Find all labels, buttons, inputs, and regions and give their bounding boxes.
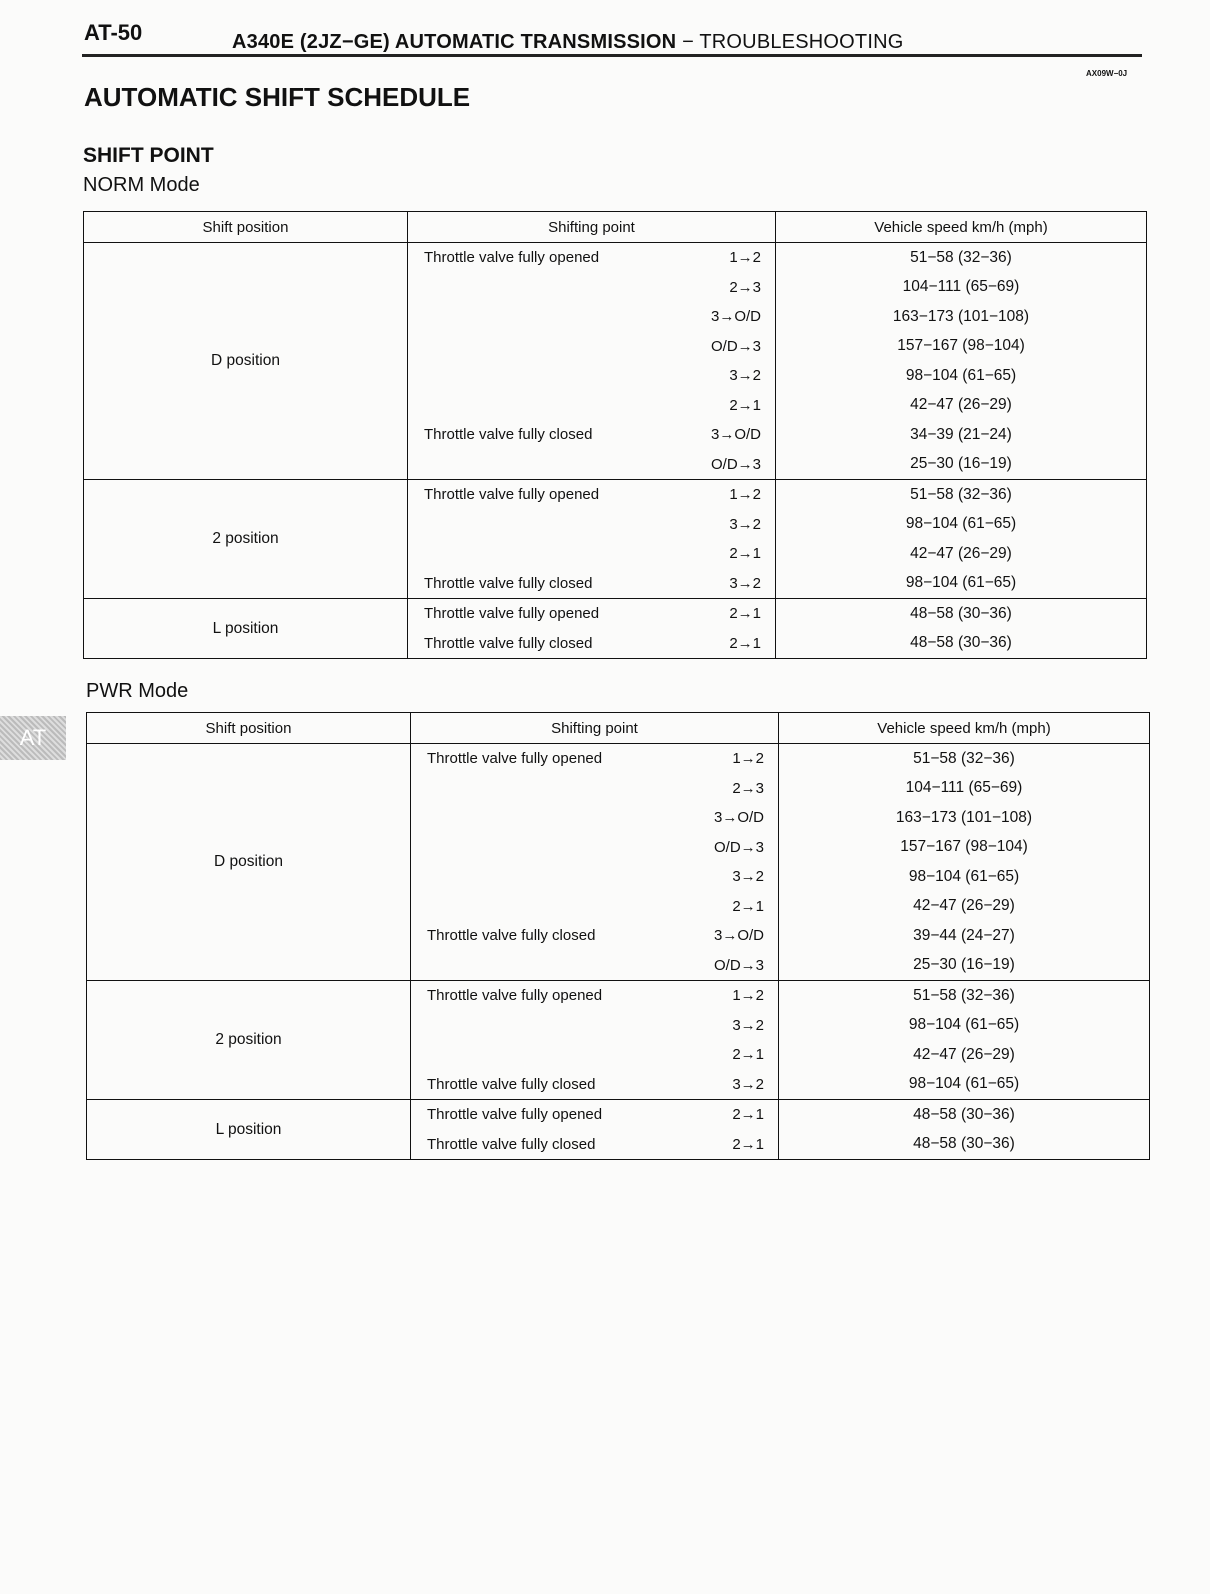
page-title: AUTOMATIC SHIFT SCHEDULE [84, 82, 471, 112]
shifting-point [411, 1106, 778, 1123]
shifting-point [408, 308, 775, 325]
throttle-condition: Throttle valve fully closed [424, 574, 593, 592]
vehicle-speed-cell: 51−58 (32−36) [779, 981, 1150, 1011]
throttle-condition: Throttle valve fully closed [424, 634, 593, 652]
column-header: Vehicle speed km/h (mph) [779, 713, 1150, 744]
shifting-point [411, 1076, 778, 1093]
shifting-point [408, 635, 775, 652]
shifting-point [411, 839, 778, 856]
vehicle-speed-cell: 163−173 (101−108) [776, 302, 1147, 332]
shifting-point [408, 456, 775, 473]
shifting-point-cell [411, 981, 779, 1011]
shifting-point [408, 605, 775, 622]
shifting-point [411, 927, 778, 944]
vehicle-speed-cell: 51−58 (32−36) [776, 480, 1147, 510]
shift-gear: 3→2 [732, 1075, 764, 1093]
shifting-point [408, 249, 775, 266]
shifting-point-cell [408, 332, 776, 362]
shifting-point-cell [408, 391, 776, 421]
shift-gear: O/D→3 [710, 337, 761, 355]
table-row [87, 1100, 1150, 1130]
shifting-point [408, 516, 775, 533]
shifting-point-cell [411, 803, 779, 833]
column-header: Vehicle speed km/h (mph) [776, 212, 1147, 243]
throttle-condition: Throttle valve fully closed [427, 1135, 596, 1153]
shifting-point-cell [411, 921, 779, 951]
norm-shift-table [83, 211, 1147, 659]
header-row [87, 713, 1150, 744]
shifting-point [408, 545, 775, 562]
shift-gear: 1→2 [729, 486, 761, 504]
throttle-condition: Throttle valve fully opened [427, 987, 603, 1005]
vehicle-speed-cell: 98−104 (61−65) [779, 1011, 1150, 1041]
shifting-point-cell [408, 569, 776, 599]
vehicle-speed-cell: 34−39 (21−24) [776, 420, 1147, 450]
shift-gear: 3→O/D [710, 308, 761, 326]
shift-gear: 3→2 [729, 367, 761, 385]
shift-gear: 2→1 [729, 634, 761, 652]
throttle-condition: Throttle valve fully closed [427, 1075, 596, 1093]
shifting-point-cell [408, 361, 776, 391]
vehicle-speed-cell: 48−58 (30−36) [779, 1100, 1150, 1130]
shift-gear: 2→1 [732, 1135, 764, 1153]
shift-gear: O/D→3 [713, 838, 764, 856]
shift-gear: 3→O/D [713, 927, 764, 945]
section-subtitle: SHIFT POINT [83, 144, 214, 167]
vehicle-speed-cell: 157−167 (98−104) [776, 332, 1147, 362]
shift-gear: 3→O/D [713, 809, 764, 827]
shift-position-cell: D position [87, 744, 411, 981]
shift-gear: 3→2 [732, 1016, 764, 1034]
vehicle-speed-cell: 48−58 (30−36) [776, 629, 1147, 659]
shift-gear: 3→2 [732, 868, 764, 886]
vehicle-speed-cell: 98−104 (61−65) [779, 862, 1150, 892]
vehicle-speed-cell: 98−104 (61−65) [779, 1070, 1150, 1100]
vehicle-speed-cell: 25−30 (16−19) [779, 951, 1150, 981]
vehicle-speed-cell: 42−47 (26−29) [776, 539, 1147, 569]
throttle-condition: Throttle valve fully opened [427, 1106, 603, 1124]
pwr-shift-table [86, 712, 1150, 1160]
shifting-point-cell [411, 1100, 779, 1130]
shift-gear: O/D→3 [710, 455, 761, 473]
table-row [87, 981, 1150, 1011]
mode-label-pwr: PWR Mode [86, 680, 189, 702]
page-number: AT-50 [84, 20, 143, 45]
vehicle-speed-cell: 42−47 (26−29) [779, 892, 1150, 922]
shifting-point [411, 957, 778, 974]
shifting-point [411, 780, 778, 797]
shift-gear: 3→2 [729, 515, 761, 533]
shifting-point [408, 279, 775, 296]
shifting-point-cell [408, 243, 776, 273]
throttle-condition: Throttle valve fully closed [424, 426, 593, 444]
vehicle-speed-cell: 48−58 (30−36) [776, 599, 1147, 629]
shifting-point [411, 1017, 778, 1034]
vehicle-speed-cell: 98−104 (61−65) [776, 569, 1147, 599]
shifting-point [411, 898, 778, 915]
table-row [84, 480, 1147, 510]
side-tab-at: AT [0, 716, 66, 760]
shifting-point [408, 426, 775, 443]
shift-gear: 3→O/D [710, 426, 761, 444]
shifting-point [408, 486, 775, 503]
shifting-point-cell [411, 1070, 779, 1100]
header-row [84, 212, 1147, 243]
shift-position-cell: 2 position [84, 480, 408, 599]
vehicle-speed-cell: 51−58 (32−36) [779, 744, 1150, 774]
shift-gear: 2→1 [732, 1106, 764, 1124]
shifting-point-cell [411, 774, 779, 804]
shift-gear: 2→1 [729, 545, 761, 563]
shifting-point-cell [411, 1130, 779, 1160]
vehicle-speed-cell: 98−104 (61−65) [776, 510, 1147, 540]
shifting-point [411, 1136, 778, 1153]
shift-gear: 2→3 [732, 779, 764, 797]
shifting-point [408, 367, 775, 384]
shifting-point-cell [408, 599, 776, 629]
shifting-point-cell [408, 629, 776, 659]
column-header: Shift position [84, 212, 408, 243]
shift-gear: 2→1 [732, 1046, 764, 1064]
running-head-main: A340E (2JZ−GE) AUTOMATIC TRANSMISSION [232, 31, 677, 53]
shifting-point [408, 397, 775, 414]
column-header: Shifting point [411, 713, 779, 744]
shifting-point-cell [411, 1040, 779, 1070]
shift-gear: 2→1 [729, 396, 761, 414]
table-row [84, 243, 1147, 273]
shift-position-cell: L position [87, 1100, 411, 1160]
shifting-point-cell [411, 1011, 779, 1041]
shift-gear: O/D→3 [713, 956, 764, 974]
shifting-point [411, 987, 778, 1004]
shift-gear: 2→3 [729, 278, 761, 296]
shift-gear: 1→2 [729, 249, 761, 267]
column-header: Shifting point [408, 212, 776, 243]
shift-position-cell: D position [84, 243, 408, 480]
shifting-point [411, 868, 778, 885]
shift-gear: 3→2 [729, 574, 761, 592]
vehicle-speed-cell: 48−58 (30−36) [779, 1130, 1150, 1160]
shift-position-cell: L position [84, 599, 408, 659]
throttle-condition: Throttle valve fully closed [427, 927, 596, 945]
shifting-point-cell [411, 892, 779, 922]
vehicle-speed-cell: 42−47 (26−29) [779, 1040, 1150, 1070]
vehicle-speed-cell: 39−44 (24−27) [779, 921, 1150, 951]
shifting-point [408, 575, 775, 592]
vehicle-speed-cell: 157−167 (98−104) [779, 833, 1150, 863]
header-rule [82, 54, 1142, 57]
running-head-section: − TROUBLESHOOTING [676, 31, 904, 53]
vehicle-speed-cell: 98−104 (61−65) [776, 361, 1147, 391]
vehicle-speed-cell: 25−30 (16−19) [776, 450, 1147, 480]
throttle-condition: Throttle valve fully opened [424, 486, 600, 504]
shift-gear: 2→1 [729, 605, 761, 623]
vehicle-speed-cell: 104−111 (65−69) [779, 774, 1150, 804]
shifting-point-cell [408, 510, 776, 540]
shifting-point [411, 809, 778, 826]
shifting-point-cell [411, 833, 779, 863]
shifting-point-cell [408, 302, 776, 332]
shifting-point-cell [411, 744, 779, 774]
shifting-point-cell [408, 273, 776, 303]
mode-label-norm: NORM Mode [83, 174, 200, 196]
throttle-condition: Throttle valve fully opened [424, 605, 600, 623]
shifting-point [411, 1046, 778, 1063]
vehicle-speed-cell: 163−173 (101−108) [779, 803, 1150, 833]
shifting-point-cell [411, 862, 779, 892]
running-head [232, 31, 904, 54]
shift-gear: 1→2 [732, 987, 764, 1005]
vehicle-speed-cell: 104−111 (65−69) [776, 273, 1147, 303]
column-header: Shift position [87, 713, 411, 744]
vehicle-speed-cell: 51−58 (32−36) [776, 243, 1147, 273]
shifting-point-cell [408, 450, 776, 480]
doc-code: AX09W−0J [1086, 69, 1128, 78]
shifting-point [408, 338, 775, 355]
shift-gear: 1→2 [732, 750, 764, 768]
throttle-condition: Throttle valve fully opened [427, 750, 603, 768]
shifting-point [411, 750, 778, 767]
throttle-condition: Throttle valve fully opened [424, 249, 600, 267]
vehicle-speed-cell: 42−47 (26−29) [776, 391, 1147, 421]
shifting-point-cell [408, 420, 776, 450]
shifting-point-cell [408, 539, 776, 569]
shift-position-cell: 2 position [87, 981, 411, 1100]
shifting-point-cell [411, 951, 779, 981]
shift-gear: 2→1 [732, 897, 764, 915]
shifting-point-cell [408, 480, 776, 510]
table-row [87, 744, 1150, 774]
table-row [84, 599, 1147, 629]
